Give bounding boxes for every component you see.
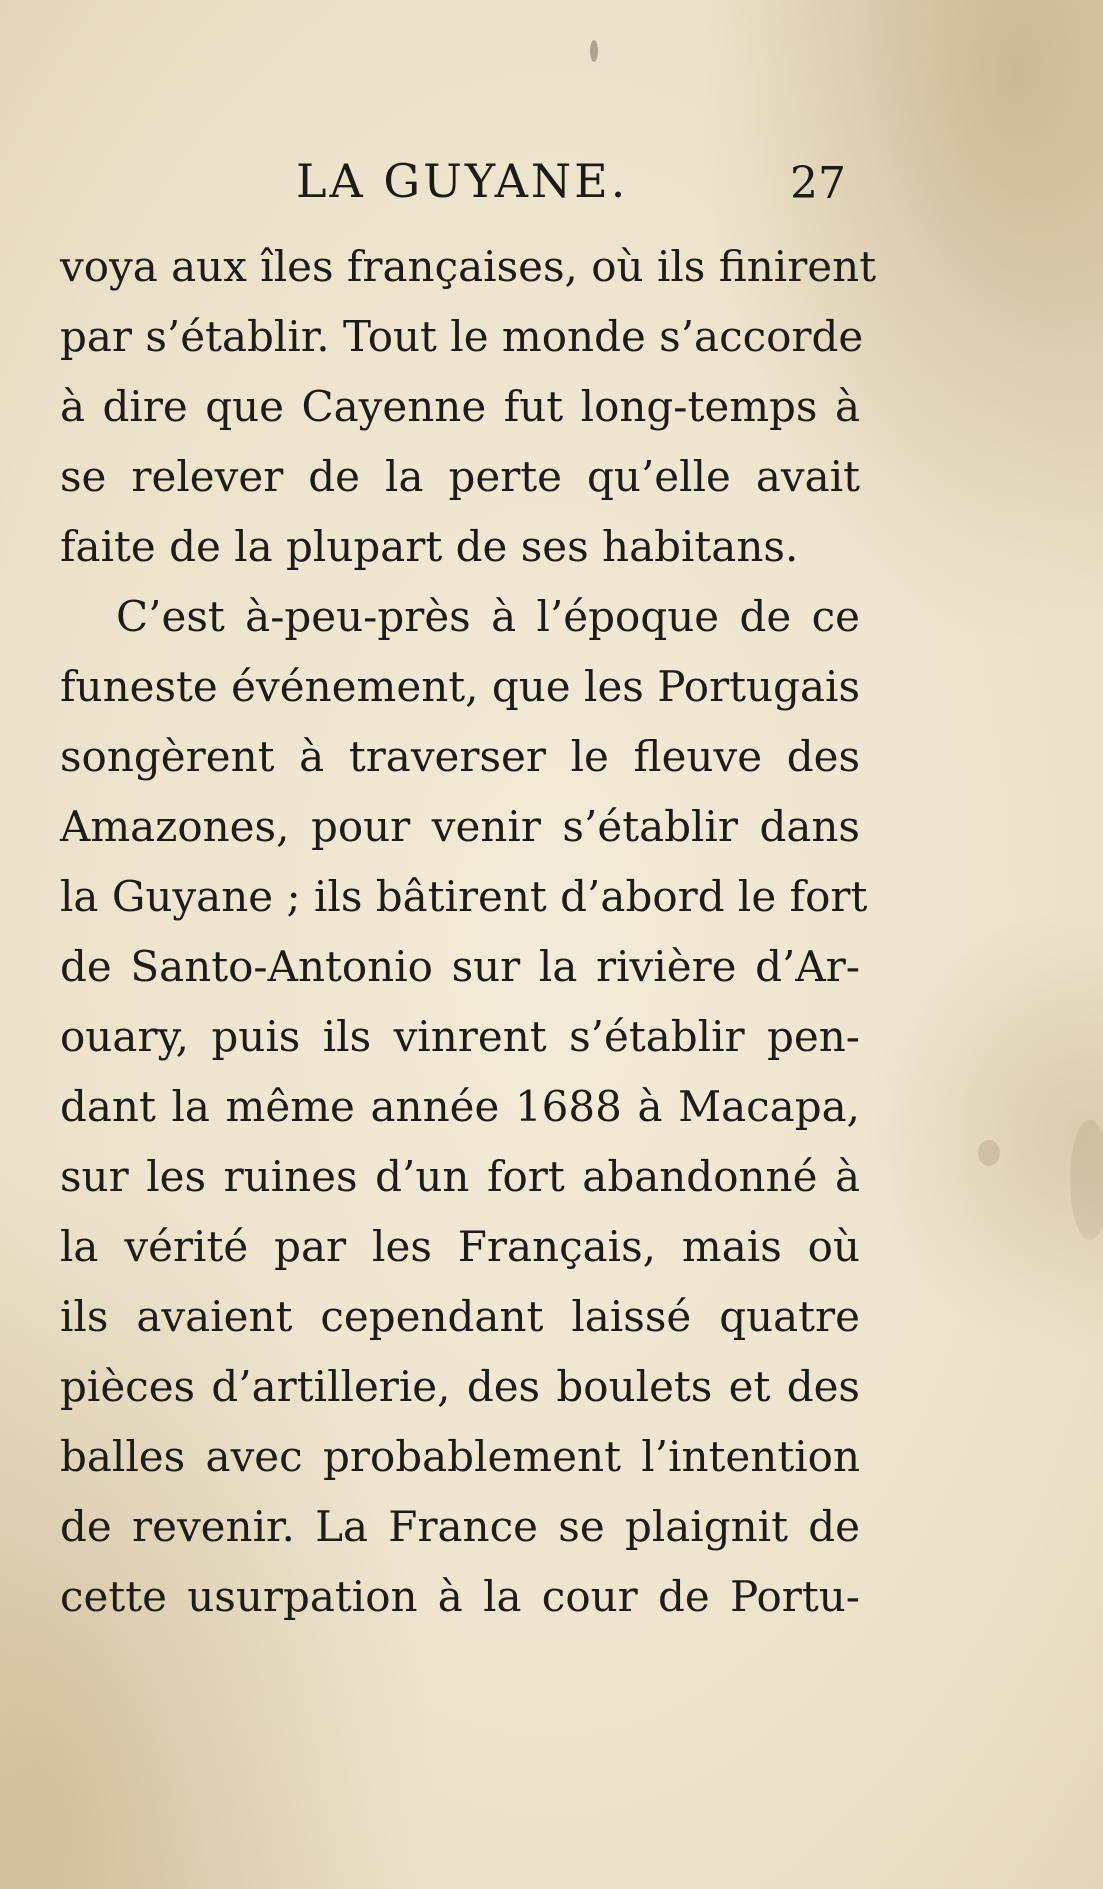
text-line: ouary, puis ils vinrent s’établir pen- bbox=[60, 1012, 860, 1061]
paper-stain bbox=[590, 40, 598, 62]
text-line: Amazones, pour venir s’établir dans bbox=[60, 802, 860, 851]
text-line: se relever de la perte qu’elle avait bbox=[60, 452, 860, 501]
page-number: 27 bbox=[790, 158, 846, 209]
text-line: de revenir. La France se plaignit de bbox=[60, 1502, 860, 1551]
paper-stain bbox=[978, 1140, 1000, 1166]
text-line: de Santo-Antonio sur la rivière d’Ar- bbox=[60, 942, 860, 991]
text-line: C’est à-peu-près à l’époque de ce bbox=[116, 592, 860, 641]
text-line: songèrent à traverser le fleuve des bbox=[60, 732, 860, 781]
page-header bbox=[0, 148, 1103, 218]
paper-stain bbox=[1070, 1120, 1103, 1240]
text-line: faite de la plupart de ses habitans. bbox=[60, 522, 799, 571]
text-line: pièces d’artillerie, des boulets et des bbox=[60, 1362, 860, 1411]
running-title: LA GUYANE. bbox=[296, 154, 629, 208]
text-line: voya aux îles françaises, où ils finirent bbox=[60, 242, 877, 291]
text-line: sur les ruines d’un fort abandonné à bbox=[60, 1152, 860, 1201]
text-line: la vérité par les Français, mais où bbox=[60, 1222, 860, 1271]
text-line: la Guyane ; ils bâtirent d’abord le fort bbox=[60, 872, 868, 921]
text-line: cette usurpation à la cour de Portu- bbox=[60, 1572, 860, 1621]
text-line: ils avaient cependant laissé quatre bbox=[60, 1292, 860, 1341]
text-line: dant la même année 1688 à Macapa, bbox=[60, 1082, 860, 1131]
text-line: balles avec probablement l’intention bbox=[60, 1432, 860, 1481]
text-line: par s’établir. Tout le monde s’accorde bbox=[60, 312, 864, 361]
text-line: à dire que Cayenne fut long-temps à bbox=[60, 382, 860, 431]
text-line: funeste événement, que les Portugais bbox=[60, 662, 860, 711]
